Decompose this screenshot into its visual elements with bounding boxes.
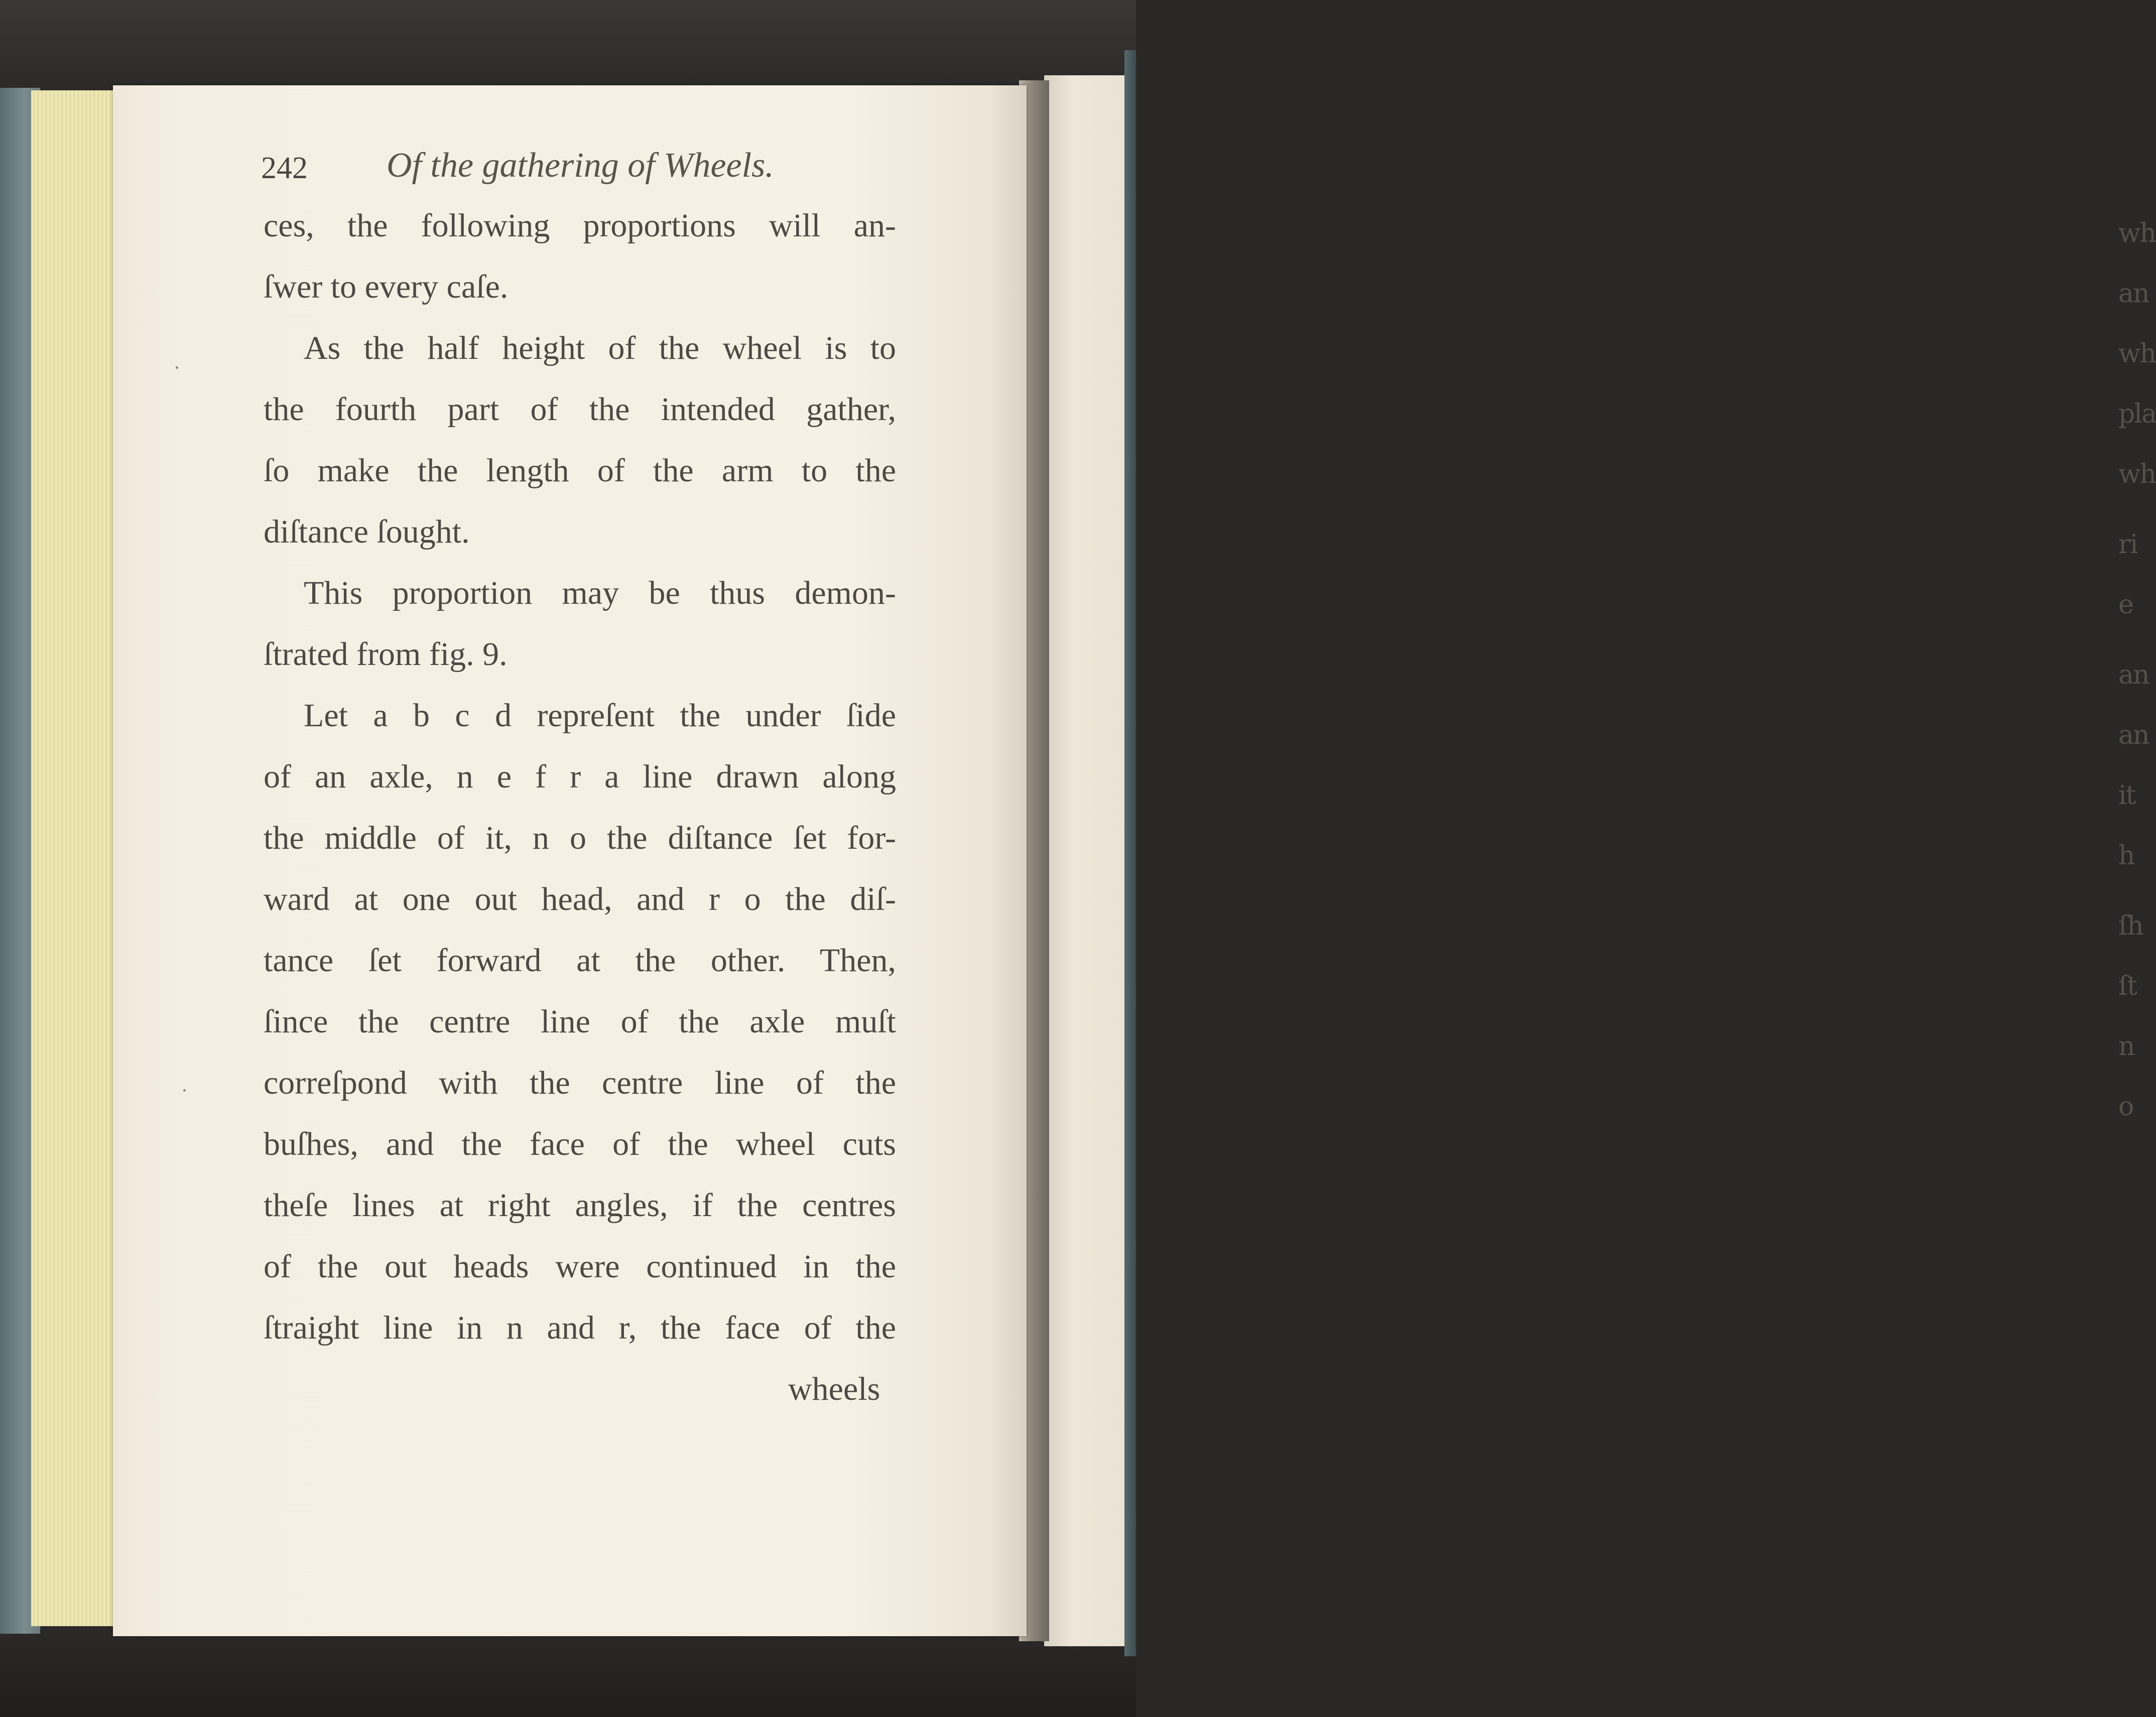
text-line: theſe lines at right angles, if the centres	[264, 1187, 896, 1224]
text-line: ſtraight line in n and r, the face of the	[264, 1309, 896, 1346]
facing-bleed-text: wh	[2118, 459, 2155, 489]
text-line: ſtrated from fig. 9.	[264, 636, 508, 673]
paper-speck	[1032, 1195, 1034, 1197]
page-number: 242	[261, 151, 308, 185]
facing-bleed-text: n	[2118, 1031, 2134, 1062]
catchword: wheels	[788, 1371, 880, 1407]
facing-bleed-text: h	[2118, 841, 2134, 871]
text-line: ſwer to every caſe.	[264, 269, 509, 305]
backdrop-bottom	[0, 1626, 1136, 1717]
text-line: Let a b c d repreſent the under ſide	[304, 697, 896, 734]
text-line: the middle of it, n o the diſtance ſet for-	[264, 820, 896, 856]
book-cover-right	[1124, 50, 1136, 1656]
facing-bleed-text: an	[2118, 279, 2149, 309]
text-line: the fourth part of the intended gather,	[264, 391, 896, 428]
facing-bleed-text: wh	[2118, 339, 2155, 369]
facing-bleed-text: ri	[2118, 530, 2137, 560]
text-line: of the out heads were continued in the	[264, 1248, 896, 1285]
text-line: correſpond with the centre line of the	[264, 1065, 896, 1101]
backdrop-top	[0, 0, 1136, 90]
facing-page	[1044, 75, 2156, 1646]
text-line: tance ſet forward at the other. Then,	[264, 942, 896, 979]
paper-speck	[176, 366, 178, 369]
facing-bleed-text: an	[2118, 720, 2149, 750]
text-line: This proportion may be thus demon-	[304, 575, 896, 611]
facing-bleed-text: pla	[2118, 399, 2156, 429]
text-line: As the half height of the wheel is to	[304, 330, 896, 366]
facing-bleed-text: it	[2118, 780, 2135, 811]
paper-speck	[183, 1089, 186, 1092]
text-line: ward at one out head, and r o the diſ-	[264, 881, 896, 917]
text-line: diſtance ſought.	[264, 513, 470, 550]
running-head	[261, 146, 813, 191]
facing-bleed-text: o	[2118, 1092, 2133, 1122]
text-line: ces, the following proportions will an-	[264, 207, 896, 244]
facing-bleed-text: ſh	[2118, 911, 2143, 941]
page-edges	[31, 90, 121, 1626]
facing-bleed-text: e	[2118, 590, 2133, 620]
text-line: buſhes, and the face of the wheel cuts	[264, 1126, 896, 1162]
chapter-title: Of the gathering of Wheels.	[387, 146, 774, 185]
facing-bleed-text: an	[2118, 660, 2149, 690]
facing-bleed-text: ſt	[2118, 971, 2137, 1001]
text-line: ſince the centre line of the axle muſt	[264, 1003, 896, 1040]
facing-bleed-text: wh	[2118, 218, 2155, 248]
text-line: of an axle, n e f r a line drawn along	[264, 758, 896, 795]
text-line: ſo make the length of the arm to the	[264, 452, 896, 489]
